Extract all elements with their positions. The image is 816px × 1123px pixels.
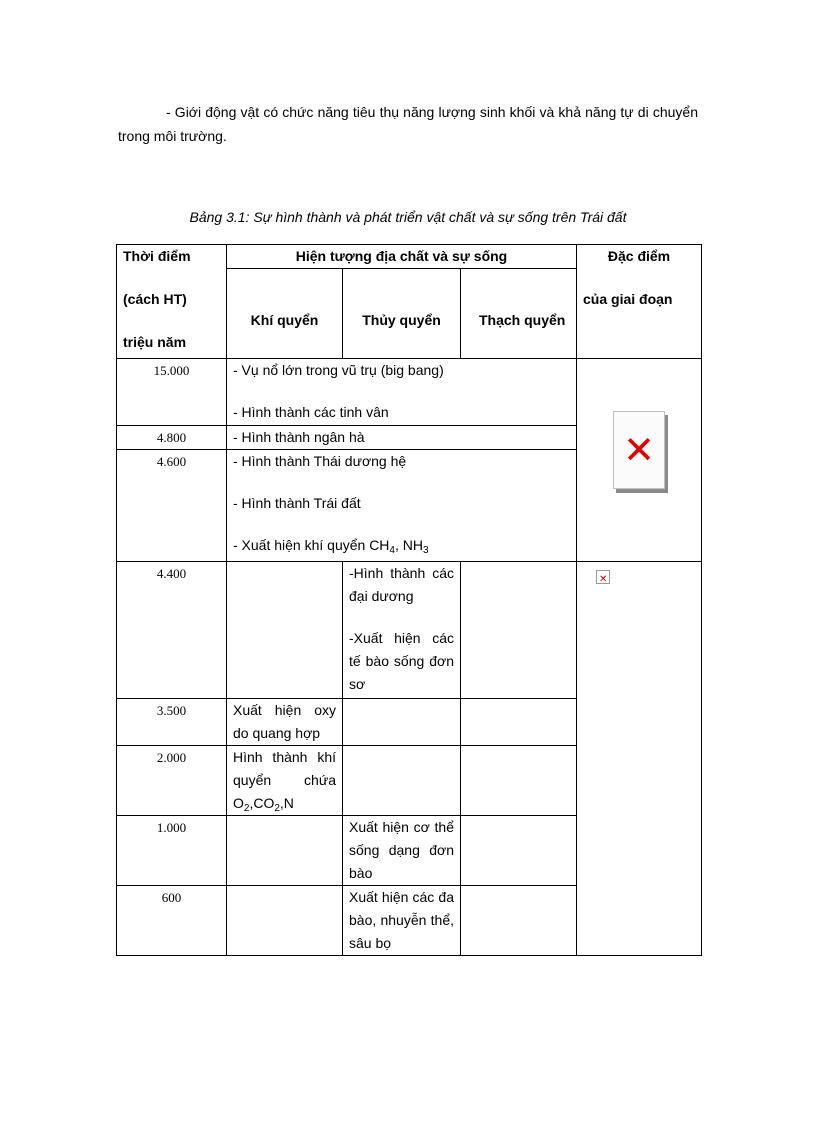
event-line: - Hình thành Thái dương hệ <box>233 453 407 469</box>
hydrosphere-cell <box>343 746 461 816</box>
time-cell: 1.000 <box>117 816 227 886</box>
header-time-cell <box>117 245 227 359</box>
header-atmosphere: Khí quyển <box>227 269 343 359</box>
time-cell: 2.000 <box>117 746 227 816</box>
atmosphere-cell <box>227 816 343 886</box>
hydrosphere-cell <box>343 699 461 746</box>
header-time-line2: (cách HT) <box>123 291 187 307</box>
atmosphere-cell <box>227 562 343 699</box>
time-cell: 4.800 <box>117 426 227 450</box>
time-cell: 15.000 <box>117 359 227 426</box>
time-cell: 600 <box>117 886 227 956</box>
lithosphere-cell <box>461 886 577 956</box>
time-cell: 4.400 <box>117 562 227 699</box>
time-cell: 4.600 <box>117 450 227 562</box>
broken-image-icon: ✕ <box>596 570 610 584</box>
event-line: - Vụ nổ lớn trong vũ trụ (big bang) <box>233 362 444 378</box>
lithosphere-cell <box>461 562 577 699</box>
header-time-line1: Thời điểm <box>123 248 191 264</box>
event-line: - Hình thành các tinh vân <box>233 404 389 420</box>
atmosphere-cell <box>227 886 343 956</box>
event-line: -Xuất hiện các tế bào sống đơn sơ <box>349 630 454 692</box>
event-cell <box>227 450 577 562</box>
hydrosphere-cell: Xuất hiện cơ thể sống dạng đơn bào <box>343 816 461 886</box>
table-caption: Bảng 3.1: Sự hình thành và phát triển vật chất và sự sống trên Trái đất <box>189 209 627 225</box>
atmosphere-cell: Xuất hiện oxy do quang hợp <box>227 699 343 746</box>
intro-text: - Giới động vật có chức năng tiêu thụ năng lượng sinh khối và khả năng tự di chuyển trong môi trường. <box>118 104 698 144</box>
geology-life-table <box>116 244 702 956</box>
lithosphere-cell <box>461 746 577 816</box>
hydrosphere-cell: Xuất hiện các đa bào, nhuyễn thể, sâu bọ <box>343 886 461 956</box>
time-cell: 3.500 <box>117 699 227 746</box>
features-image-cell <box>577 562 702 956</box>
event-line: - Hình thành ngân hà <box>233 429 365 445</box>
hydrosphere-cell <box>343 562 461 699</box>
event-cell <box>227 359 577 426</box>
header-features-line2: của giai đoạn <box>583 291 673 307</box>
broken-image-icon: ✕ <box>613 411 665 489</box>
event-cell <box>227 426 577 450</box>
event-line: - Hình thành Trái đất <box>233 495 361 511</box>
header-hydrosphere: Thủy quyển <box>343 269 461 359</box>
atmosphere-cell: Hình thành khí quyển chứa $O_2,CO_2,N$ <box>227 746 343 816</box>
header-features-line1: Đặc điểm <box>607 248 671 264</box>
event-line: -Hình thành các đại dương <box>349 565 454 604</box>
header-features-cell <box>577 245 702 359</box>
header-phenomena: Hiện tượng địa chất và sự sống <box>227 245 577 269</box>
intro-paragraph <box>118 100 698 148</box>
header-lithosphere-text: Thạch quyển <box>479 312 566 328</box>
header-time-line3: triệu năm <box>123 334 187 350</box>
header-lithosphere <box>461 269 577 359</box>
lithosphere-cell <box>461 816 577 886</box>
lithosphere-cell <box>461 699 577 746</box>
features-image-cell <box>577 359 702 562</box>
event-line: - Xuất hiện khí quyển $CH_4$, $NH_3$ <box>233 537 429 556</box>
